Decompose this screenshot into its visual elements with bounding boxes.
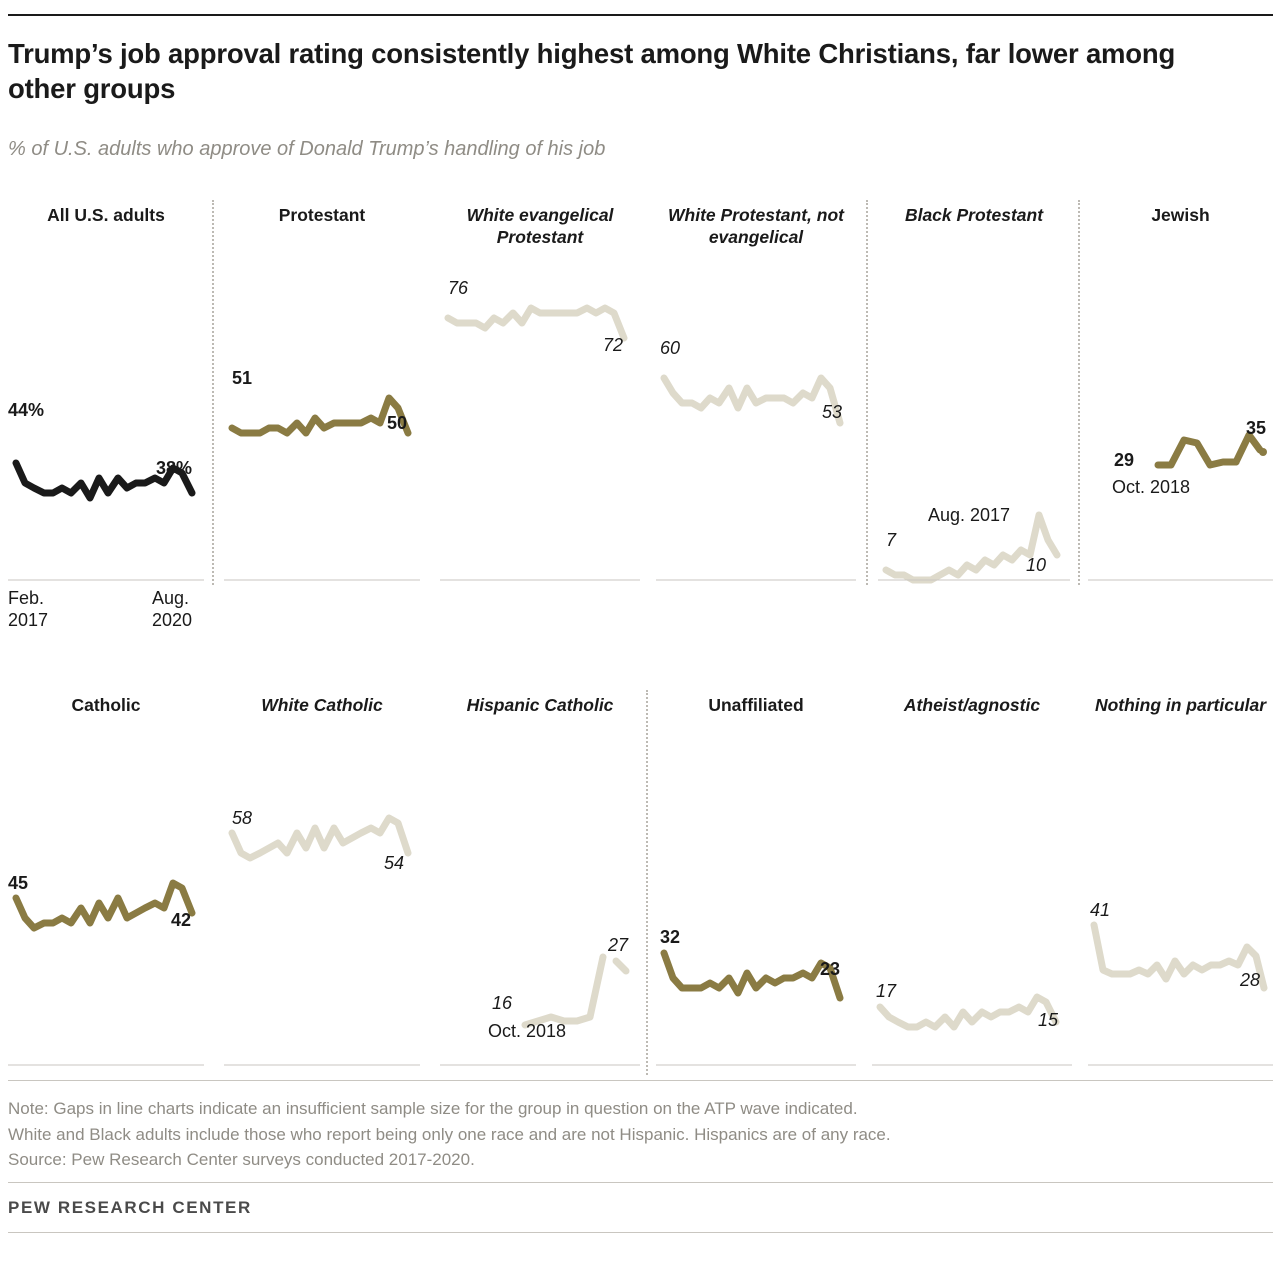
start-value-label: 41: [1090, 900, 1111, 920]
panel-line-chart: [872, 725, 1072, 1115]
annotation-label: Oct. 2018: [488, 1021, 567, 1041]
footer-rule-final: [8, 1232, 1273, 1233]
end-value-label: 54: [384, 853, 405, 873]
panel-line-chart: [224, 235, 420, 635]
end-value-label: 27: [608, 935, 629, 955]
end-value-label: 10: [1026, 555, 1047, 575]
panel-white-catholic: [224, 695, 420, 1085]
axis-start-line2: 2017: [8, 609, 49, 630]
panel-black-protestant: [878, 205, 1070, 605]
panel-divider-4: [646, 690, 648, 1075]
panel-line-chart: [8, 235, 204, 635]
panel-all-us-adults: [8, 205, 204, 630]
panel-title: Nothing in particular: [1094, 695, 1267, 715]
panel-title: Atheist/agnostic: [903, 695, 1041, 715]
end-value-label: 72: [603, 335, 624, 355]
start-value-label: 29: [1114, 450, 1135, 470]
start-value-label: 45: [8, 873, 29, 893]
start-value-label: 51: [232, 368, 253, 388]
panel-divider-3: [1078, 200, 1080, 585]
start-value-label: 32: [660, 927, 681, 947]
end-value-label: 38%: [156, 458, 193, 478]
panel-hispanic-catholic: [440, 695, 640, 1085]
end-value-label: 53: [822, 402, 843, 422]
start-value-label: 16: [492, 993, 513, 1013]
panel-catholic: [8, 695, 204, 1085]
end-value-label: 15: [1038, 1010, 1059, 1030]
panel-line-chart: [440, 260, 640, 660]
panel-title: Protestant: [278, 205, 366, 225]
panel-divider-1: [212, 200, 214, 585]
start-value-label: 60: [660, 338, 681, 358]
panel-line-chart: [1088, 750, 1273, 1140]
page-subtitle: % of U.S. adults who approve of Donald Trump’s handling of his job: [8, 138, 606, 160]
brand-label: PEW RESEARCH CENTER: [8, 1198, 252, 1217]
panel-title: White Protestant, not evangelical: [668, 205, 844, 247]
axis-end-line2: 2020: [152, 609, 193, 630]
end-value-label: 23: [820, 959, 841, 979]
panel-line-chart: [440, 725, 640, 1115]
footer-rule-bottom: [8, 1182, 1273, 1183]
start-value-label: 44%: [8, 400, 45, 420]
panel-line-chart: [878, 260, 1070, 660]
panel-divider-2: [866, 200, 868, 585]
panel-title: Unaffiliated: [708, 695, 804, 715]
start-value-label: 17: [876, 981, 897, 1001]
panel-line-chart: [656, 725, 856, 1115]
note-line-1: Note: Gaps in line charts indicate an insufficient sample size for the group in question on the ATP wave indicated.: [8, 1099, 858, 1118]
panel-title: Jewish: [1151, 205, 1210, 225]
start-value-label: 7: [886, 530, 897, 550]
top-rule: [8, 14, 1273, 16]
panel-title: All U.S. adults: [47, 205, 165, 225]
panel-title: White Catholic: [261, 695, 383, 715]
annotation-label: Aug. 2017: [928, 505, 1011, 525]
panel-line-chart: [656, 260, 856, 660]
footer-note: [8, 1096, 1208, 1173]
panel-atheist-agnostic: [872, 695, 1072, 1085]
panel-title: Hispanic Catholic: [466, 695, 614, 715]
panel-title: Black Protestant: [904, 205, 1044, 225]
note-line-3: Source: Pew Research Center surveys conducted 2017-2020.: [8, 1150, 475, 1169]
panel-title: White evangelical Protestant: [466, 205, 614, 247]
panel-title: Catholic: [71, 695, 141, 715]
page-title: Trump’s job approval rating consistently highest among White Christians, far lower among other groups: [8, 38, 1176, 105]
start-value-label: 76: [448, 278, 469, 298]
annotation-label: Oct. 2018: [1112, 477, 1191, 497]
end-value-label: 35: [1246, 418, 1267, 438]
axis-start-line1: Feb.: [8, 588, 45, 608]
panel-white-evangelical-protestant: [440, 205, 640, 605]
panel-unaffiliated: [656, 695, 856, 1085]
panel-nothing-in-particular: [1088, 695, 1273, 1085]
start-value-label: 58: [232, 808, 253, 828]
end-value-label: 42: [171, 910, 192, 930]
panel-jewish: [1088, 205, 1273, 605]
panel-line-chart: [224, 725, 420, 1115]
end-value-label: 50: [387, 413, 408, 433]
axis-end-line1: Aug.: [152, 588, 190, 608]
axis-end-label: [152, 588, 192, 631]
panel-protestant: [224, 205, 420, 605]
axis-start-label: [8, 588, 48, 631]
panel-white-protestant-not-evangelical: [656, 205, 856, 605]
footer-rule-top: [8, 1080, 1273, 1081]
note-line-2: White and Black adults include those who report being only one race and are not Hispanic. Hispanics are of any race.: [8, 1124, 891, 1144]
end-value-label: 28: [1240, 970, 1261, 990]
